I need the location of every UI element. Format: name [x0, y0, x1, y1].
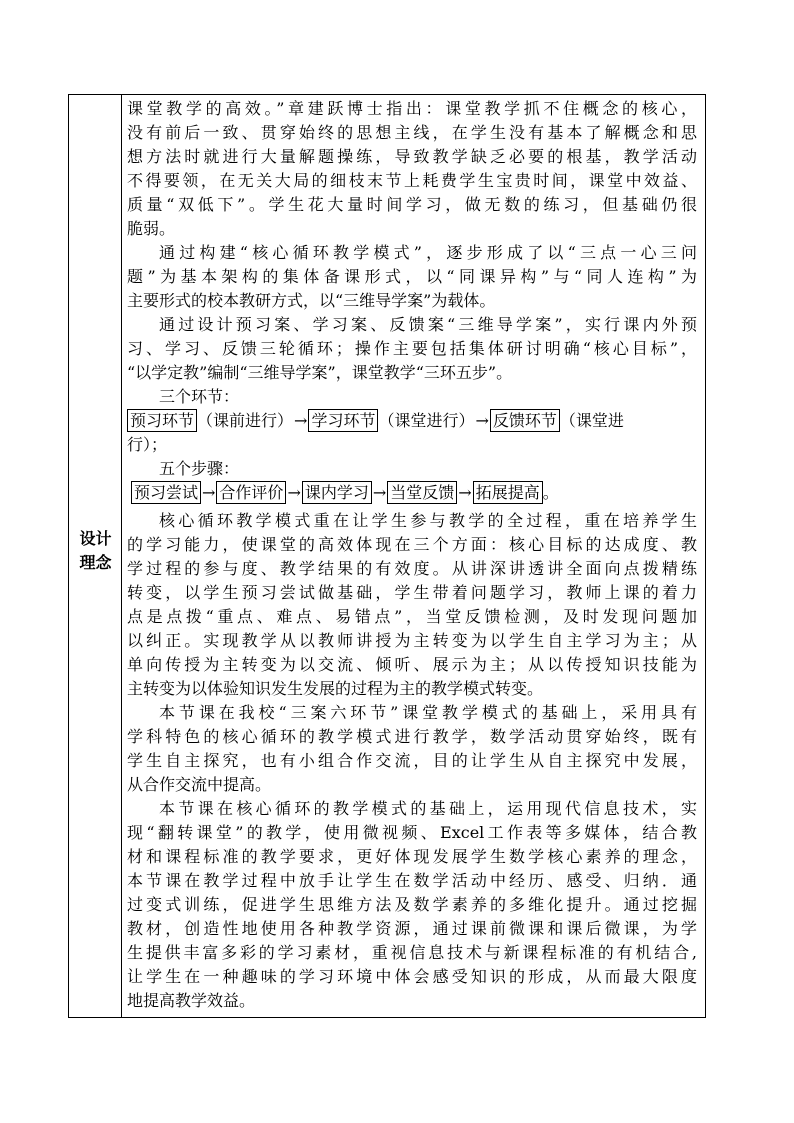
label-cell [69, 95, 122, 1017]
stage-box: 预习环节 [127, 409, 197, 432]
stage-note: （课堂进 [559, 411, 624, 430]
step-box: 拓展提高 [473, 481, 543, 504]
stage-box: 反馈环节 [490, 409, 560, 432]
text-line: 主要形式的校本教研方式，以“三维导学案”为载体。 [127, 291, 496, 310]
text-line: 材和课程标准的教学要求，更好体现发展学生数学核心素养的理念， [127, 847, 697, 866]
text-line: 脆弱。 [127, 219, 176, 238]
content-cell [123, 95, 705, 1017]
text-line: 通过构建“核心循环教学模式”，逐步形成了以“三点一心三问 [159, 243, 697, 262]
text-line: 通过设计预习案、学习案、反馈案“三维导学案”，实行课内外预 [159, 315, 697, 334]
text-line: 质量“双低下”。学生花大量时间学习，做无数的练习，但基础仍很 [127, 195, 697, 214]
text-line: 过变式训练，促进学生思维方法及数学素养的多维化提升。通过挖掘 [127, 895, 697, 914]
stage-note: （课堂进行） [378, 411, 475, 430]
text-line: “以学定教”编制“三维导学案”，课堂教学“三环五步”。 [127, 363, 513, 382]
text-line: 没有前后一致、贯穿始终的思想主线，在学生没有基本了解概念和思 [127, 123, 697, 142]
arrow-icon: → [458, 483, 472, 502]
arrow-icon: → [372, 483, 387, 502]
text-line: 本节课在教学过程中放手让学生在数学活动中经历、感受、归纳．通 [127, 871, 697, 890]
text-line: 现“翻转课堂”的教学，使用微视频、Excel工作表等多媒体，结合教 [127, 823, 697, 842]
text-line: 本节课在我校“三案六环节”课堂教学模式的基础上，采用具有 [159, 703, 697, 722]
step-box: 课内学习 [302, 481, 372, 504]
text-line: 的学习能力，使课堂的高效体现在三个方面：核心目标的达成度、教 [127, 535, 697, 554]
text-line: 教材，创造性地使用各种教学资源，通过课前微课和课后微课，为学 [127, 919, 697, 938]
text-line: 五个步骤： [159, 459, 240, 478]
text-line: 课堂教学的高效。”章建跃博士指出：课堂教学抓不住概念的核心， [127, 99, 697, 118]
stage-note: （课前进行） [197, 411, 294, 430]
text-line: 想方法时就进行大量解题操练，导致教学缺乏必要的根基，教学活动 [127, 147, 697, 166]
text-line: 点是点拨“重点、难点、易错点”，当堂反馈检测，及时发现问题加 [127, 607, 697, 626]
steps-line [131, 481, 697, 505]
text-line: 以纠正。实现教学从以教师讲授为主转变为以学生自主学习为主；从 [127, 631, 697, 650]
step-box: 预习尝试 [131, 481, 201, 504]
text-line: 生提供丰富多彩的学习素材，重视信息技术与新课程标准的有机结合, [127, 943, 697, 962]
text-line: 从合作交流中提高。 [127, 775, 272, 794]
arrow-icon: → [475, 411, 489, 430]
text-line: 学科特色的核心循环的教学模式进行教学，数学活动贯穿始终，既有 [127, 727, 697, 746]
text-line: 三个环节： [159, 387, 240, 406]
text-line: 学生自主探究，也有小组合作交流，目的让学生从自主探究中发展， [127, 751, 697, 770]
text-line: 单向传授为主转变为以交流、倾听、展示为主；从以传授知识技能为 [127, 655, 697, 674]
text-line: 学过程的参与度、教学结果的有效度。从讲深讲透讲全面向点拨精练 [127, 559, 697, 578]
text-line: 主转变为以体验知识发生发展的过程为主的教学模式转变。 [127, 679, 544, 698]
text-line: 不得要领，在无关大局的细枝末节上耗费学生宝贵时间，课堂中效益、 [127, 171, 697, 190]
text-line: 核心循环教学模式重在让学生参与教学的全过程，重在培养学生 [159, 511, 697, 530]
stages-line [127, 409, 697, 433]
step-box: 当堂反馈 [387, 481, 457, 504]
step-box: 合作评价 [216, 481, 286, 504]
text-line: 本节课在核心循环的教学模式的基础上，运用现代信息技术，实 [159, 799, 697, 818]
arrow-icon: → [287, 483, 301, 502]
text-line: 让学生在一种趣味的学习环境中体会感受知识的形成，从而最大限度 [127, 967, 697, 986]
text-line: 行）； [127, 435, 168, 454]
text-line: 地提高教学效益。 [127, 991, 256, 1010]
text-line: 转变，以学生预习尝试做基础，学生带着问题学习，教师上课的着力 [127, 583, 697, 602]
row-label: 设计 理念 [79, 529, 112, 572]
stage-box: 学习环节 [308, 409, 378, 432]
arrow-icon: → [202, 483, 216, 502]
arrow-icon: → [294, 411, 308, 430]
steps-end: 。 [542, 483, 559, 502]
text-line: 题”为基本架构的集体备课形式，以“同课异构”与“同人连构”为 [127, 267, 697, 286]
text-line: 习、学习、反馈三轮循环；操作主要包括集体研讨明确“核心目标”， [127, 339, 697, 358]
design-concept-table [68, 94, 706, 1018]
